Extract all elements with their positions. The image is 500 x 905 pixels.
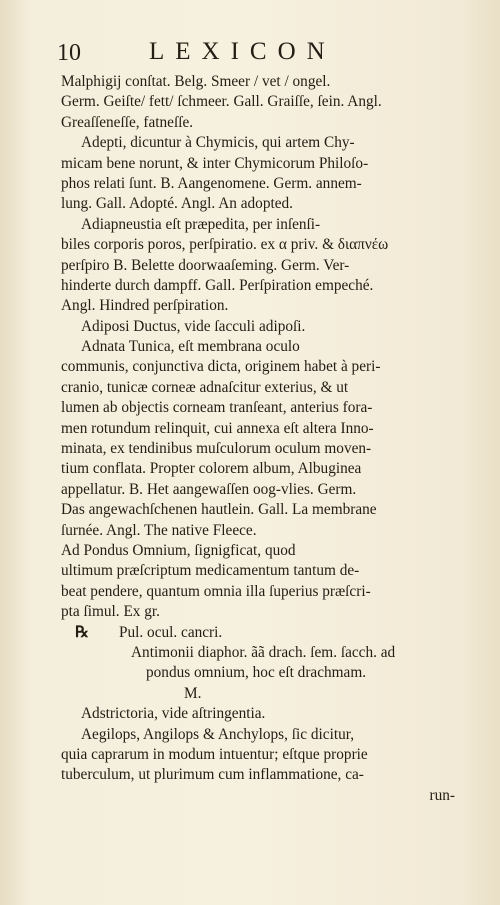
text-line: beat pendere, quantum omnia illa ſuperius præſcri- <box>61 582 371 600</box>
recipe-line <box>61 623 459 643</box>
text-line: micam bene norunt, & inter Chymicorum Philoſo- <box>61 154 369 172</box>
page-number: 10 <box>57 40 81 66</box>
recipe-icon: ℞ <box>75 623 89 641</box>
catchword: run- <box>429 786 455 804</box>
text-line: ſurnée. Angl. The native Fleece. <box>61 521 257 539</box>
text-line: men rotundum relinquit, cui annexa eſt altera Inno- <box>61 419 374 437</box>
entry-aegilops: Aegilops, Angilops & Anchylops, ſic dicitur, <box>81 725 355 743</box>
entry-ad-pondus-omnium: Ad Pondus Omnium, ſignigficat, quod <box>61 541 296 559</box>
recipe-line: Antimonii diaphor. ãã drach. ſem. ſacch. ad <box>131 643 396 661</box>
entry-adepti: Adepti, dicuntur à Chymicis, qui artem Chy- <box>81 134 355 152</box>
recipe-line: M. <box>184 684 202 702</box>
running-title: LEXICON <box>149 38 336 65</box>
text-line: ultimum præſcriptum medicamentum tantum de- <box>61 562 360 580</box>
recipe-line: pondus omnium, hoc eſt drachmam. <box>146 664 367 682</box>
text-line: perſpiro B. Belette doorwaaſeming. Germ. Ver- <box>61 256 350 274</box>
text-line: lung. Gall. Adopté. Angl. An adopted. <box>61 195 293 213</box>
text-line: cranio, tunicæ corneæ adnaſcitur exterius, & ut <box>61 378 349 396</box>
text-line: lumen ab objectis corneam tranſeant, anterius fora- <box>61 399 373 417</box>
text-line: pta ſimul. Ex gr. <box>61 603 160 621</box>
text-line: tium conflata. Propter colorem album, Albuginea <box>61 460 362 478</box>
text-line: Malphigij conſtat. Belg. Smeer / vet / ongel. <box>61 73 331 90</box>
text-line: Greaſſeneſſe, fatneſſe. <box>61 113 194 131</box>
text-line: phos relati ſunt. B. Aangenomene. Germ. annem- <box>61 174 362 192</box>
lexicon-text <box>61 72 459 806</box>
page-header <box>57 38 460 70</box>
text-line: hinderte durch dampff. Gall. Perſpiration empeché. <box>61 276 374 294</box>
text-line: Angl. Hindred perſpiration. <box>61 297 229 315</box>
text-line: Germ. Geiſte/ fett/ ſchmeer. Gall. Graiſſe, ſein. Angl. <box>61 93 382 111</box>
entry-adiapneustia: Adiapneustia eſt præpedita, per inſenſi- <box>81 215 321 233</box>
entry-adnata-tunica: Adnata Tunica, eſt membrana oculo <box>81 338 300 356</box>
entry-adstrictoria: Adstrictoria, vide aſtringentia. <box>81 705 266 723</box>
recipe-text: Pul. ocul. cancri. <box>119 623 223 641</box>
text-line: Das angewachſchenen hautlein. Gall. La membrane <box>61 501 377 519</box>
text-line: minata, ex tendinibus muſculorum oculum moven- <box>61 440 372 458</box>
text-line: biles corporis poros, perſpiratio. ex α priv. & διαπνέω <box>61 236 389 254</box>
text-line: tuberculum, ut plurimum cum inflammatione, ca- <box>61 766 364 784</box>
text-line: communis, conjunctiva dicta, originem habet à peri- <box>61 358 381 376</box>
entry-adiposi-ductus: Adiposi Ductus, vide ſacculi adipoſi. <box>81 317 306 335</box>
text-line: appellatur. B. Het aangewaſſen oog-vlies. Germ. <box>61 480 357 498</box>
text-line: quia caprarum in modum intuentur; eſtque proprie <box>61 745 368 763</box>
